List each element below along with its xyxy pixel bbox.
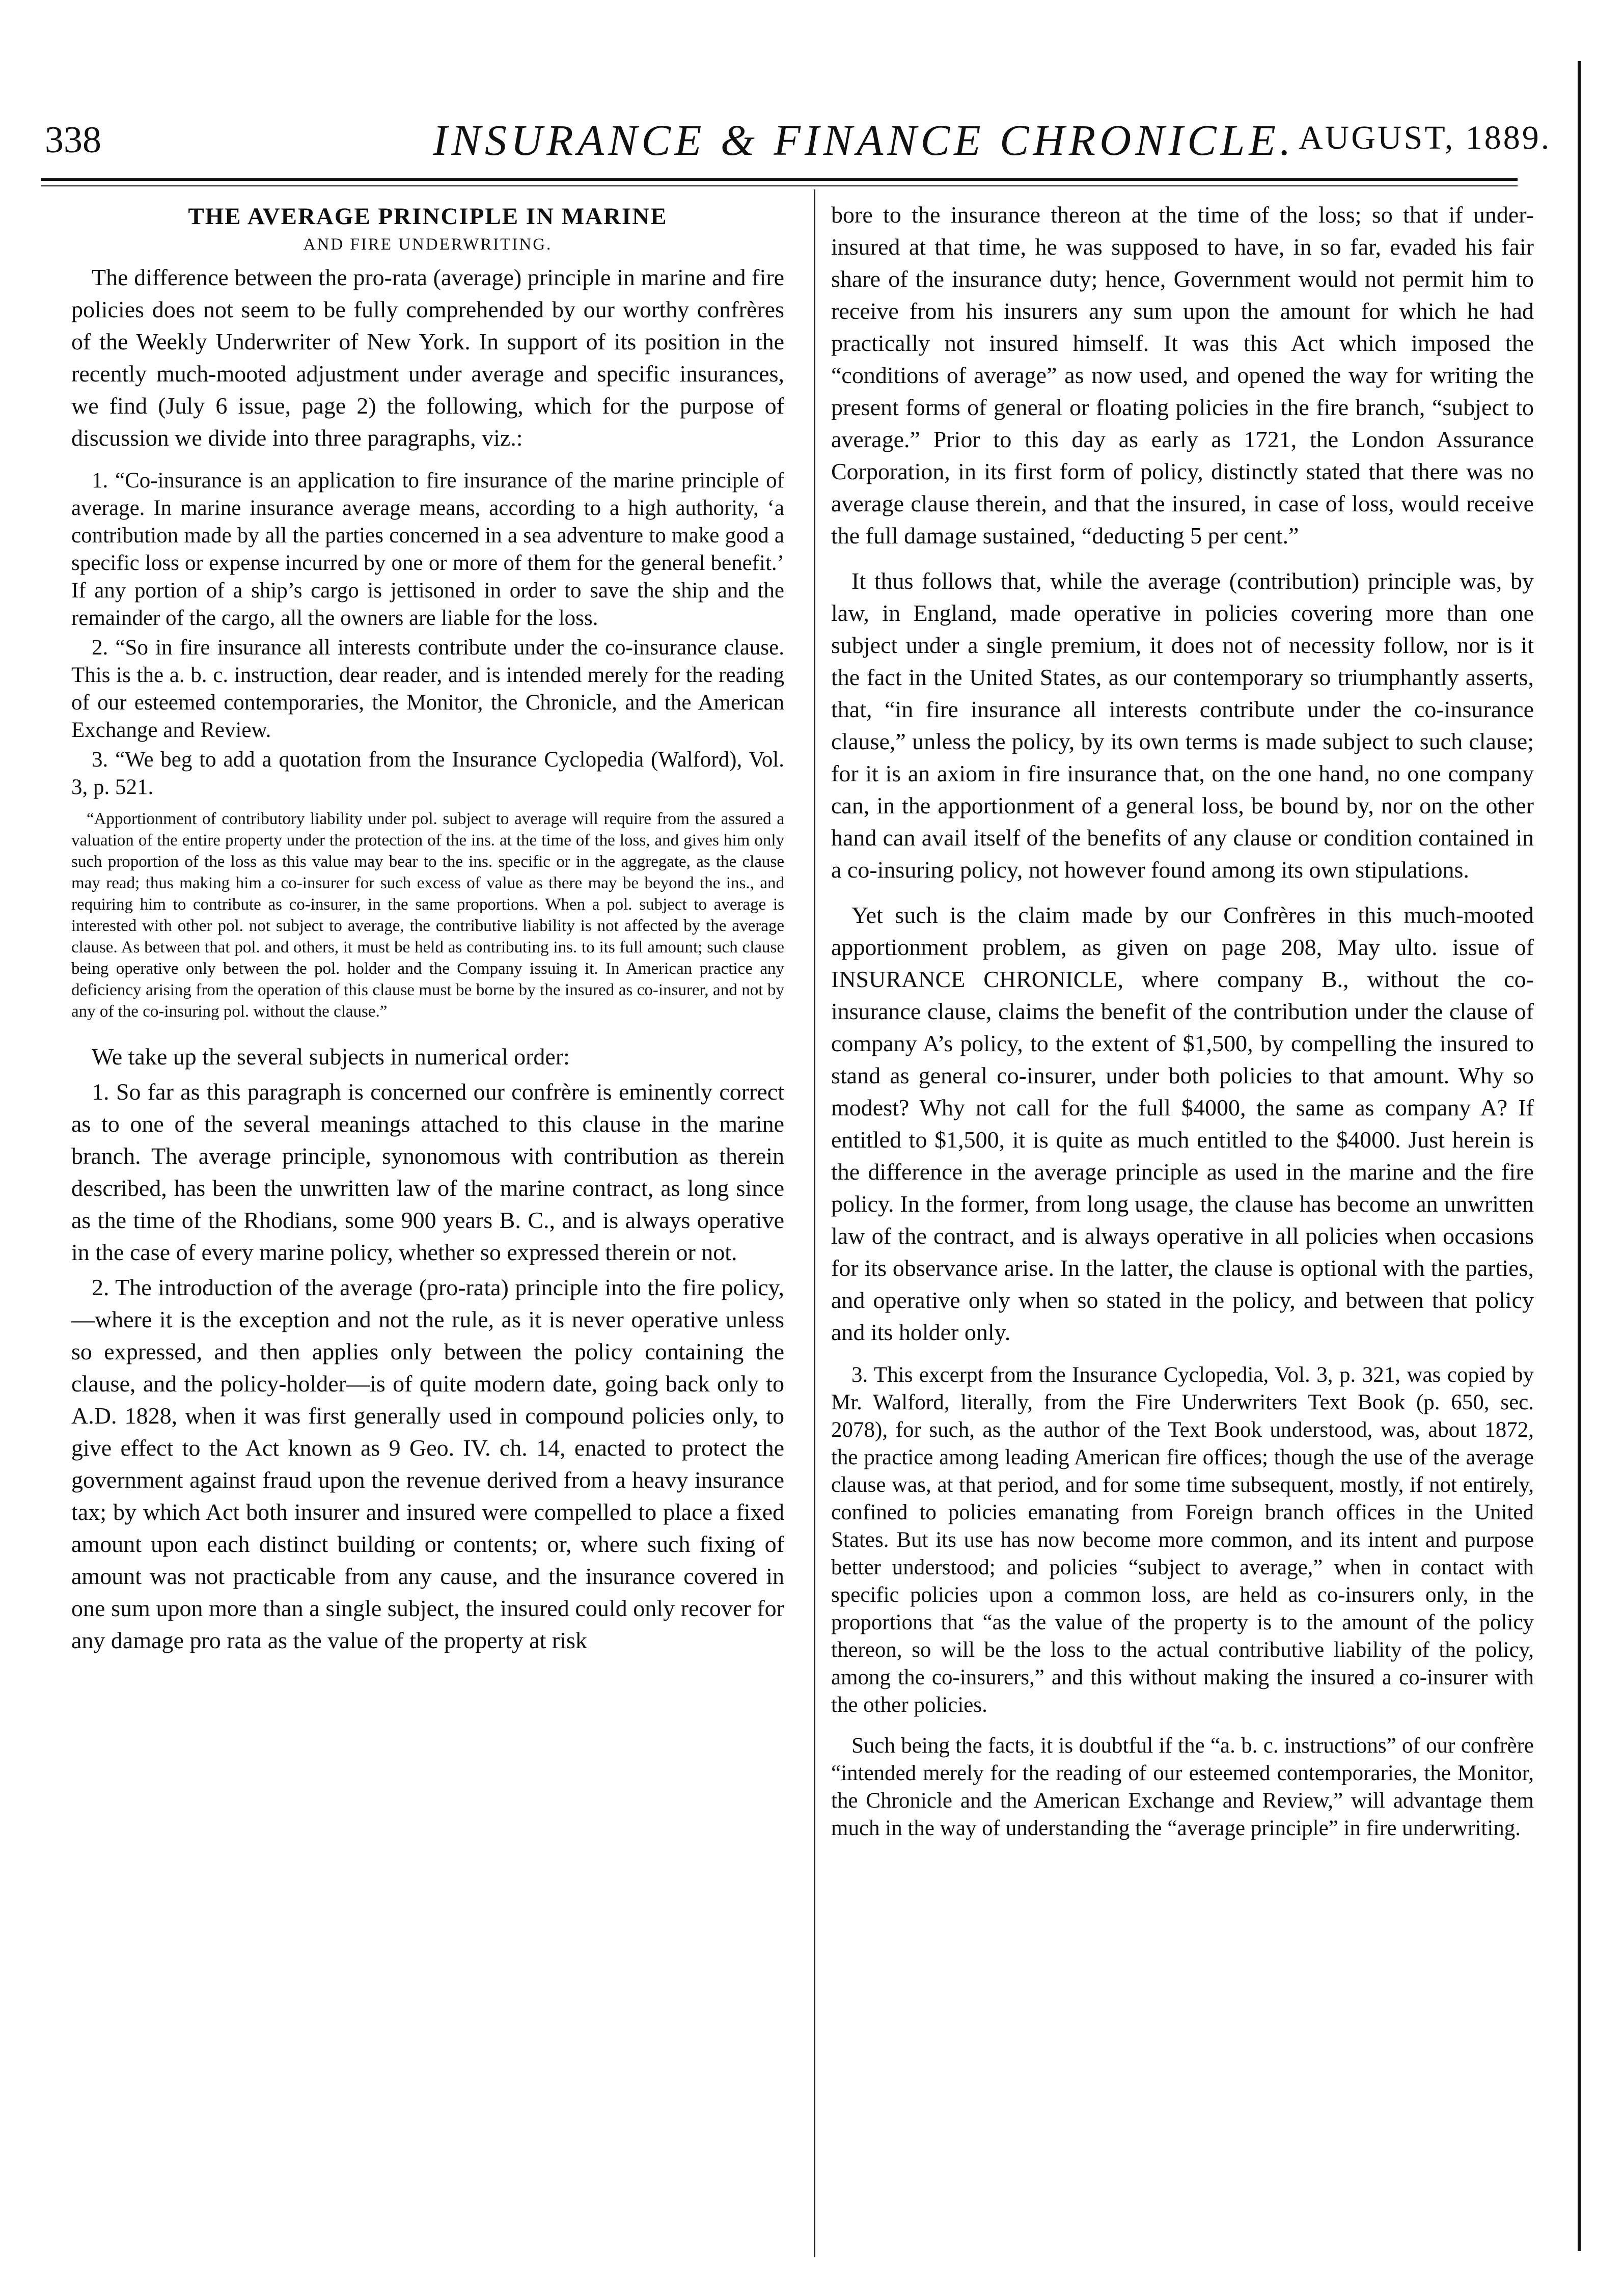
- page-edge-rule: [1578, 61, 1581, 2251]
- paragraph: bore to the insurance thereon at the time of the loss; so that if under-insured at that time, he was supposed to have, in so far, evaded his fair share of the insurance duty; hence, Government would not permit him to receive from his insurers any sum upon the amount for which he had practically not insured himself. It was this Act which imposed the “conditions of average” as now used, and opened the way for writing the present forms of general or floating policies in the fire branch, “subject to average.” Prior to this day as early as 1721, the London Assurance Corporation, in its first form of policy, distinctly stated that there was no average clause therein, and that the insured, in case of loss, would receive the full damage sustained, “deducting 5 per cent.”: [831, 202, 1534, 549]
- paragraph: 2. The introduction of the average (pro-rata) principle into the fire policy,—where it is the exception and not the rule, as it is never operative unless so expressed, and then applies only between the policy containing the clause, and the policy-holder—is of quite modern date, going back only to A.D. 1828, when it was first generally used in compound policies only, to give effect to the Act known as 9 Geo. IV. ch. 14, enacted to protect the government against fraud upon the revenue derived from a heavy insurance tax; by which Act both insurer and insured were compelled to place a fixed amount upon each distinct building or contents; or, where such fixing of amount was not practicable from any cause, and the insurance covered in one sum upon more than a single subject, the insured could only recover for any damage pro rata as the value of the property at risk: [71, 1274, 784, 1653]
- column-divider: [814, 189, 815, 2257]
- quoted-paragraph: 2. “So in fire insurance all interests contribute under the co-insurance clause. This is the a. b. c. instruction, dear reader, and is intended merely for the reading of our esteemed contemporaries, the Monitor, the Chronicle, and the American Exchange and Review.: [71, 636, 784, 742]
- page-number: 338: [45, 119, 101, 161]
- quoted-paragraph: 3. “We beg to add a quotation from the Insurance Cyclopedia (Walford), Vol. 3, p. 521.: [71, 748, 784, 799]
- paragraph: We take up the several subjects in numerical order:: [92, 1044, 570, 1070]
- masthead: [41, 110, 1552, 171]
- paragraph: 3. This excerpt from the Insurance Cyclopedia, Vol. 3, p. 321, was copied by Mr. Walford, literally, from the Fire Underwriters Text Book (p. 650, sec. 2078), for such, as the author of the Text Book understood, was, about 1872, the practice among leading American fire offices; though the use of the average clause was, at that period, and for some time subsequent, mostly, if not entirely, confined to policies emanating from Foreign branch offices in the United States. But its use has now become more common, and its intent and purpose better understood; and policies “subject to average,” when in contact with specific policies upon a common loss, are held as co-insurers only, in the proportions that “as the value of the property is to the amount of the policy thereon, so will be the loss to the actual contributive liability of the policy, among the co-insurers,” and this without making the insured a co-insurer with the other policies.: [831, 1363, 1534, 1717]
- header-rule: [41, 178, 1518, 181]
- paragraph: 1. So far as this paragraph is concerned our confrère is eminently correct as to one of the several meanings attached to this clause in the marine branch. The average principle, synonomous with contribution as therein described, has been the unwritten law of the marine contract, as long since as the time of the Rhodians, some 900 years B. C., and is always operative in the case of every marine policy, whether so expressed therein or not.: [71, 1079, 784, 1265]
- quoted-paragraph: 1. “Co-insurance is an application to fire insurance of the marine principle of average. In marine insurance average means, according to a high authority, ‘a contribution made by all the parties concerned in a sea adventure to make good a specific loss or expense incurred by one or more of them for the general benefit.’ If any portion of a ship’s cargo is jettisoned in order to save the ship and the remainder of the cargo, all the owners are liable for the loss.: [71, 469, 784, 630]
- paragraph: It thus follows that, while the average (contribution) principle was, by law, in England, made operative in policies covering more than one subject under a single premium, it does not of necessity follow, nor is it the fact in the United States, as our contemporary so triumphantly asserts, that, “in fire insurance all interests contribute under the co-insurance clause,” unless the policy, by its own terms is made subject to such clause; for it is an axiom in fire insurance that, on the one hand, no one company can, in the apportionment of a general loss, be bound by, nor on the other hand can avail itself of the benefits of any clause or condition contained in a co-insuring policy, not however found among its own stipulations.: [831, 568, 1534, 883]
- right-column: [831, 199, 1534, 1844]
- article-subtitle: AND FIRE UNDERWRITING.: [303, 235, 553, 254]
- cyclopedia-quotation: “Apportionment of contributory liability under pol. subject to average will require from the assured a valuation of the entire property under the protection of the ins. at the time of the loss, and gives him only such proportion of the loss as this value may bear to the ins. specific or in the aggregate, as the clause may read; thus making him a co-insurer for such excess of value as there may be beyond the ins., and requiring him to contribute as co-insurer, in the same proportions. When a pol. subject to average is interested with other pol. not subject to average, the contributive liability is not affected by the average clause. As between that pol. and others, it must be held as contributing ins. to its full amount; such clause being operative only between the pol. holder and the Company issuing it. In American practice any deficiency arising from the operation of this clause must be borne by the insured as co-insurer, and not by any of the co-insuring pol. without the clause.”: [71, 810, 784, 1021]
- paragraph: The difference between the pro-rata (average) principle in marine and fire policies does not seem to be fully comprehended by our worthy confrères of the Weekly Underwriter of New York. In support of its position in the recently much-mooted adjustment under average and specific insurances, we find (July 6 issue, page 2) the following, which for the purpose of discussion we divide into three paragraphs, viz.:: [71, 264, 784, 451]
- left-column: [71, 199, 784, 1659]
- paragraph: Such being the facts, it is doubtful if the “a. b. c. instructions” of our confrère “intended merely for the reading of our esteemed contemporaries, the Monitor, the Chronicle and the American Exchange and Review,” will advantage them much in the way of understanding the “average principle” in fire underwriting.: [831, 1734, 1534, 1840]
- header-rule-thin: [41, 185, 1518, 186]
- paragraph: Yet such is the claim made by our Confrères in this much-mooted apportionment problem, as given on page 208, May ulto. issue of INSURANCE CHRONICLE, where company B., without the co-insurance clause, claims the benefit of the contribution under the clause of company A’s policy, to the extent of $1,500, by compelling the insured to stand as general co-insurer, under both policies to that amount. Why so modest? Why not call for the full $4000, the same as company A? If entitled to $1,500, it is quite as much entitled to the $4000. Just herein is the difference in the average principle as used in the marine and the fire policy. In the former, from long usage, the clause has become an unwritten law of the contract, and is always operative in all policies when occasions for its observance arise. In the latter, the clause is optional with the parties, and operative only when so stated in the policy, and between that policy and its holder only.: [831, 902, 1534, 1345]
- article-title: THE AVERAGE PRINCIPLE IN MARINE: [188, 203, 668, 230]
- issue-date: AUGUST, 1889.: [1299, 119, 1552, 156]
- journal-title: INSURANCE & FINANCE CHRONICLE.: [433, 116, 1295, 165]
